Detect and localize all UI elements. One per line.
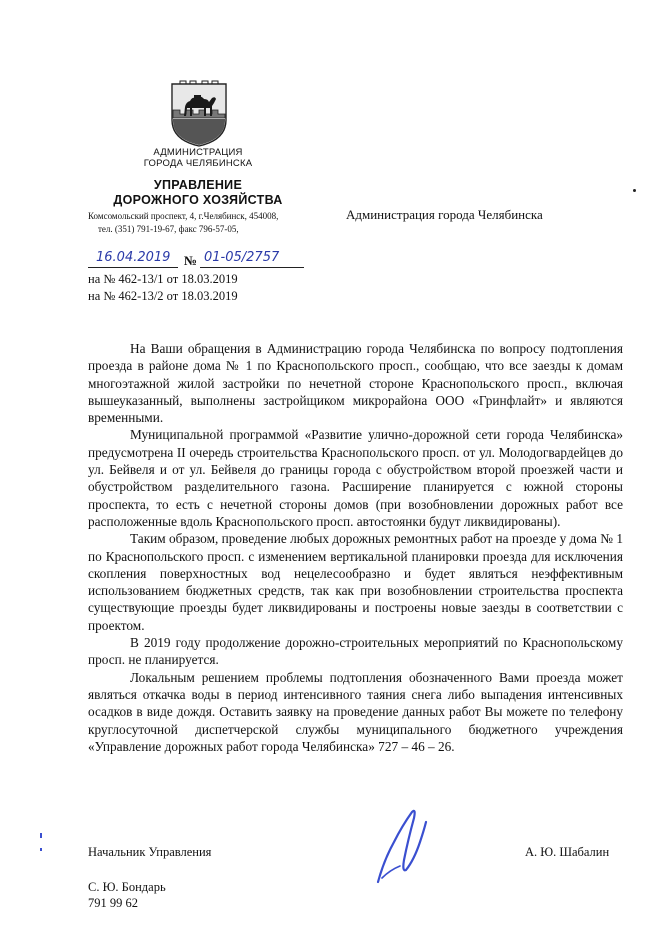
department-address — [88, 210, 278, 236]
paragraph: В 2019 году продолжение дорожно-строительных мероприятий по Краснопольскому просп. не планируется. — [88, 635, 623, 668]
administration-name — [98, 147, 298, 169]
address-line-2: тел. (351) 791-19-67, факс 796-57-05, — [98, 224, 239, 234]
scan-speck — [633, 189, 636, 192]
dept-line-1: УПРАВЛЕНИЕ — [153, 178, 243, 192]
handwritten-signature — [360, 800, 450, 890]
recipient: Администрация города Челябинска — [346, 207, 543, 222]
reference-1: на № 462-13/1 от 18.03.2019 — [88, 272, 238, 286]
executor-phone: 791 99 62 — [88, 896, 138, 910]
date-underline — [88, 267, 178, 268]
admin-line-2: ГОРОДА ЧЕЛЯБИНСКА — [143, 158, 253, 169]
number-underline — [200, 267, 304, 268]
dept-line-2: ДОРОЖНОГО ХОЗЯЙСТВА — [113, 193, 283, 207]
number-sign: № — [184, 253, 198, 268]
scan-speck — [40, 833, 42, 838]
paragraph: Таким образом, проведение любых дорожных ремонтных работ на проезде у дома № 1 по Краснопольского просп. с изменением вертикальной планировки проезда для исключения скопления поверхностных вод нецелесообразно и будет являться неэффективным использованием бюджетных средств, так как при возобновлении строительства проспекта существующие проезды будет ликвидированы и построены новые заезды в соответствии с проектом. — [88, 531, 623, 633]
address-line-1: Комсомольский проспект, 4, г.Челябинск, 454008, — [88, 211, 279, 221]
executor-name: С. Ю. Бондарь — [88, 880, 166, 894]
signer-position: Начальник Управления — [88, 845, 212, 859]
paragraph: Локальным решением проблемы подтопления обозначенного Вами проезда может являться откачка воды в период интенсивного таяния снега либо выпадения интенсивных осадков в виде дождя. Оставить заявку на проведение данных работ Вы можете по телефону круглосуточной диспетчерской службы муниципального бюджетного учреждения «Управление дорожных работ города Челябинска» 727 – 46 – 26. — [88, 669, 623, 754]
reference-2: на № 462-13/2 от 18.03.2019 — [88, 289, 238, 303]
outgoing-registration — [88, 250, 308, 270]
scan-speck — [40, 848, 42, 851]
outgoing-date: 16.04.2019 — [96, 250, 171, 265]
signer-name: А. Ю. Шабалин — [525, 845, 610, 859]
paragraph: На Ваши обращения в Администрацию города Челябинска по вопросу подтопления проезда в районе дома № 1 по Краснопольского просп., сообщаю, что все заезды к домам многоэтажной жилой застройки по нечетной стороне Краснопольского просп., включая вышеуказанный, выполнены застройщиком микрорайона ООО «Гринфлайт» и являются временными. — [88, 341, 623, 426]
city-coat-of-arms-emblem — [168, 80, 230, 148]
admin-line-1: АДМИНИСТРАЦИЯ — [153, 147, 243, 158]
outgoing-number: 01-05/2757 — [204, 250, 280, 265]
letter-body — [88, 340, 623, 755]
paragraph: Муниципальной программой «Развитие улично-дорожной сети города Челябинска» предусмотрена II очередь строительства Краснопольского просп. от ул. Молодогвардейцев до ул. Бейвеля и от ул. Бейвеля до границы города с обустройством второй проезжей части и обустройством разделительного газона. Расширение планируется с южной стороны проспекта, то есть с нечетной стороны домов (при возобновлении дорожных работ все расположенные вдоль Краснопольского просп. автостоянки будут ликвидированы). — [88, 427, 623, 529]
department-name — [88, 178, 308, 208]
